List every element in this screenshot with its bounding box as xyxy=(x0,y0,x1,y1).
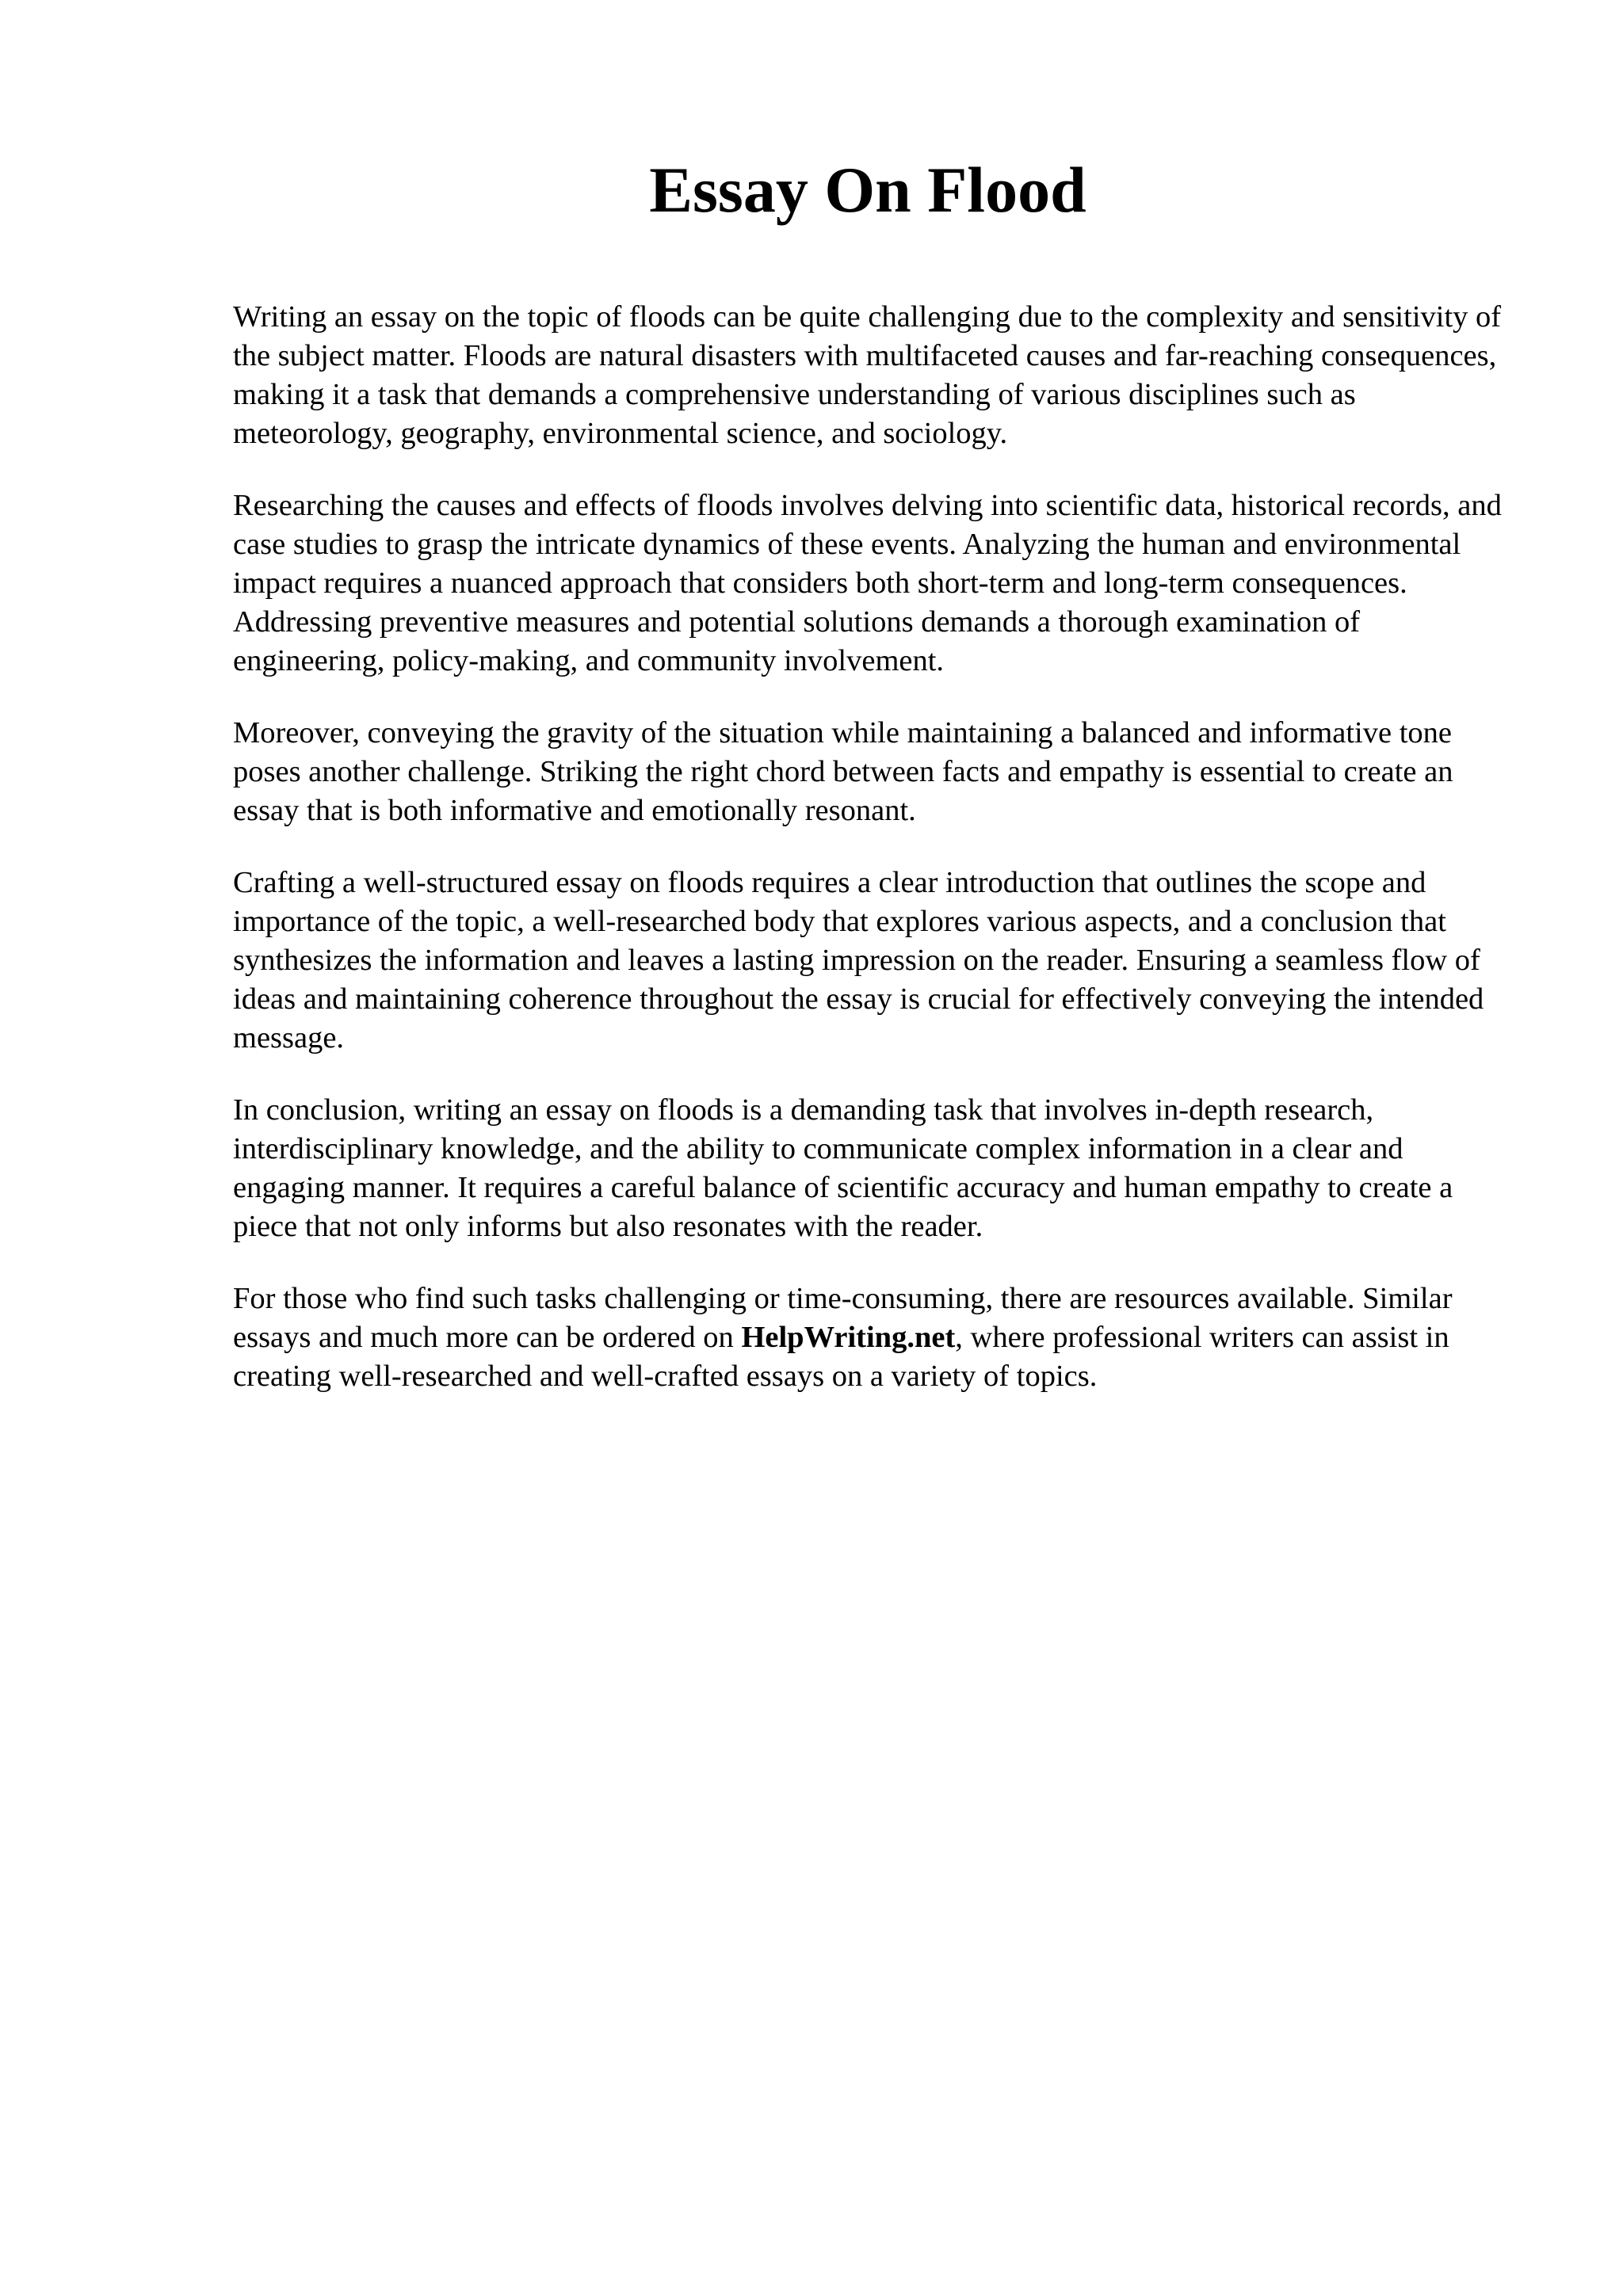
helpwriting-link[interactable]: HelpWriting.net xyxy=(741,1321,956,1354)
paragraph-intro: Writing an essay on the topic of floods can be quite challenging due to the complexity and sensitivity of the subject matter. Floods are natural disasters with multifaceted causes and far-reaching consequences, making it a task that demands a comprehensive understanding of various disciplines such as meteorology, geography, environmental science, and sociology. xyxy=(233,300,1502,450)
paragraph-structure: Crafting a well-structured essay on floods requires a clear introduction that outlines the scope and importance of the topic, a well-researched body that explores various aspects, and a conclusion that synthesizes the information and leaves a lasting impression on the reader. Ensuring a seamless flow of ideas and maintaining coherence throughout the essay is crucial for effectively conveying the intended message. xyxy=(233,866,1484,1055)
paragraph-tone: Moreover, conveying the gravity of the situation while maintaining a balanced and informative tone poses another challenge. Striking the right chord between facts and empathy is essential to create an essay that is both informative and emotionally resonant. xyxy=(233,716,1453,827)
paragraph-research: Researching the causes and effects of floods involves delving into scientific data, historical records, and case studies to grasp the intricate dynamics of these events. Analyzing the human and environmental impact requires a nuanced approach that considers both short-term and long-term consequences. Addressing preventive measures and potential solutions demands a thorough examination of engineering, policy-making, and community involvement. xyxy=(233,489,1502,677)
document-title: Essay On Flood xyxy=(649,154,1086,226)
paragraph-resources xyxy=(233,1280,1517,1396)
document-body xyxy=(233,298,1517,1429)
paragraph-conclusion: In conclusion, writing an essay on floods is a demanding task that involves in-depth research, interdisciplinary knowledge, and the ability to communicate complex information in a clear and engaging manner. It requires a careful balance of scientific accuracy and human empathy to create a piece that not only informs but also resonates with the reader. xyxy=(233,1093,1453,1243)
resources-text-after: , where professional writers can assist in creating well-researched and well-crafted essays on a variety of topics. xyxy=(233,1321,1449,1393)
resources-text-before: For those who find such tasks challenging or time-consuming, there are resources available. Similar essays and much more can be ordered on xyxy=(233,1282,1453,1354)
